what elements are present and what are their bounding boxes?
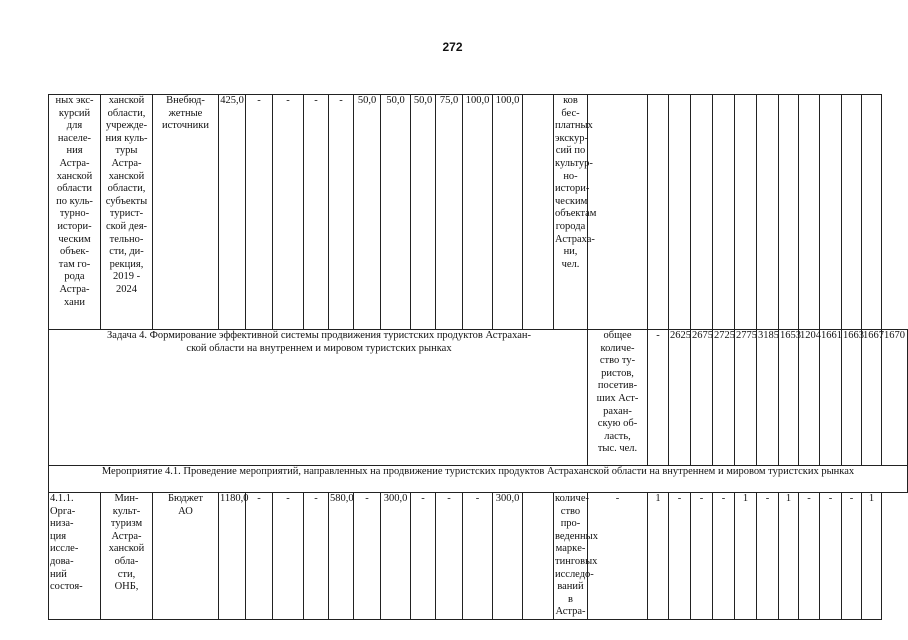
target-cell: 1 [648, 493, 669, 620]
target-cell: - [588, 493, 648, 620]
target-cell: 3185 [757, 330, 779, 466]
target-cell [799, 95, 820, 330]
target-cell: - [713, 493, 735, 620]
target-cell: 1653 [779, 330, 799, 466]
executor-cell: ханской области, учрежде- ния куль- туры Астра- ханской области, субъекты турист- ской дея- тельно- сти, ди- рекция, 2019 - 2024 [101, 95, 153, 330]
task-row [49, 330, 908, 466]
target-cell [862, 95, 882, 330]
target-cell [648, 95, 669, 330]
indicator-cell: общее количе- ство ту- ристов, посетив- ших Аст- рахан- скую об- ласть, тыс. чел. [588, 330, 648, 466]
target-cell: 2625 [669, 330, 691, 466]
event-name-cell: 4.1.1. Орга- низа- ция иссле- дова- ний состоя- [49, 493, 101, 620]
target-cell [757, 95, 779, 330]
target-cell [779, 95, 799, 330]
value-cell: - [463, 493, 493, 620]
target-cell [820, 95, 842, 330]
target-cell: - [669, 493, 691, 620]
target-cell: 1670 [882, 330, 908, 466]
event-title-cell: Мероприятие 4.1. Проведение мероприятий, направленных на продвижение туристских продуктов Астраханской области на внутреннем и мировом туристских рынках [49, 466, 908, 493]
value-cell: - [246, 95, 273, 330]
target-cell: 1663 [842, 330, 862, 466]
source-cell: Внебюд- жетные источники [153, 95, 219, 330]
target-cell: 2725 [713, 330, 735, 466]
target-cell [691, 95, 713, 330]
value-cell: - [273, 95, 304, 330]
value-cell: - [246, 493, 273, 620]
target-cell [588, 95, 648, 330]
value-cell: - [304, 95, 329, 330]
table-row [49, 95, 908, 330]
value-cell: 425,0 [219, 95, 246, 330]
target-cell: 1204 [799, 330, 820, 466]
task-title-cell: Задача 4. Формирование эффективной системы продвижения туристских продуктов Астрахан- ской области на внутреннем и мировом туристских рынках [49, 330, 588, 466]
target-cell: - [757, 493, 779, 620]
executor-cell: Мин- культ- туризм Астра- ханской обла- сти, ОНБ, [101, 493, 153, 620]
indicator-cell: количе- ство про- веденных маркe- тинговых исследо- ваний в Астра- [554, 493, 588, 620]
target-cell: - [799, 493, 820, 620]
value-cell: - [304, 493, 329, 620]
target-cell: 1661 [820, 330, 842, 466]
page-number: 272 [442, 40, 463, 54]
value-cell: 50,0 [381, 95, 411, 330]
value-cell: 580,0 [329, 493, 354, 620]
value-cell: - [436, 493, 463, 620]
value-cell: - [329, 95, 354, 330]
event-name-cell: ных экс- курсий для населе- ния Астра- ханской области по куль- турно- истори- ческим объек- там го- рода Астра- хани [49, 95, 101, 330]
target-cell [669, 95, 691, 330]
target-cell: - [820, 493, 842, 620]
value-cell: 50,0 [354, 95, 381, 330]
target-cell: - [842, 493, 862, 620]
target-cell [713, 95, 735, 330]
target-cell: 1 [735, 493, 757, 620]
value-cell: - [411, 493, 436, 620]
target-cell [735, 95, 757, 330]
program-table [48, 94, 908, 620]
event-row [49, 466, 908, 493]
target-cell: 2675 [691, 330, 713, 466]
target-cell: - [648, 330, 669, 466]
value-cell: 300,0 [381, 493, 411, 620]
target-cell: - [691, 493, 713, 620]
value-cell: 300,0 [493, 493, 523, 620]
value-cell: 1180,0 [219, 493, 246, 620]
empty-cell [523, 95, 554, 330]
value-cell: - [354, 493, 381, 620]
target-cell: 1 [862, 493, 882, 620]
empty-cell [523, 493, 554, 620]
value-cell: - [273, 493, 304, 620]
value-cell: 100,0 [493, 95, 523, 330]
value-cell: 75,0 [436, 95, 463, 330]
target-cell [842, 95, 862, 330]
target-cell: 2775 [735, 330, 757, 466]
target-cell: 1667 [862, 330, 882, 466]
value-cell: 50,0 [411, 95, 436, 330]
target-cell: 1 [779, 493, 799, 620]
table-row [49, 493, 908, 620]
source-cell: Бюджет АО [153, 493, 219, 620]
value-cell: 100,0 [463, 95, 493, 330]
indicator-cell: ков бес- платных экскур- сий по культур- но- истори- ческим объектам города Астраха- ни, чел. [554, 95, 588, 330]
